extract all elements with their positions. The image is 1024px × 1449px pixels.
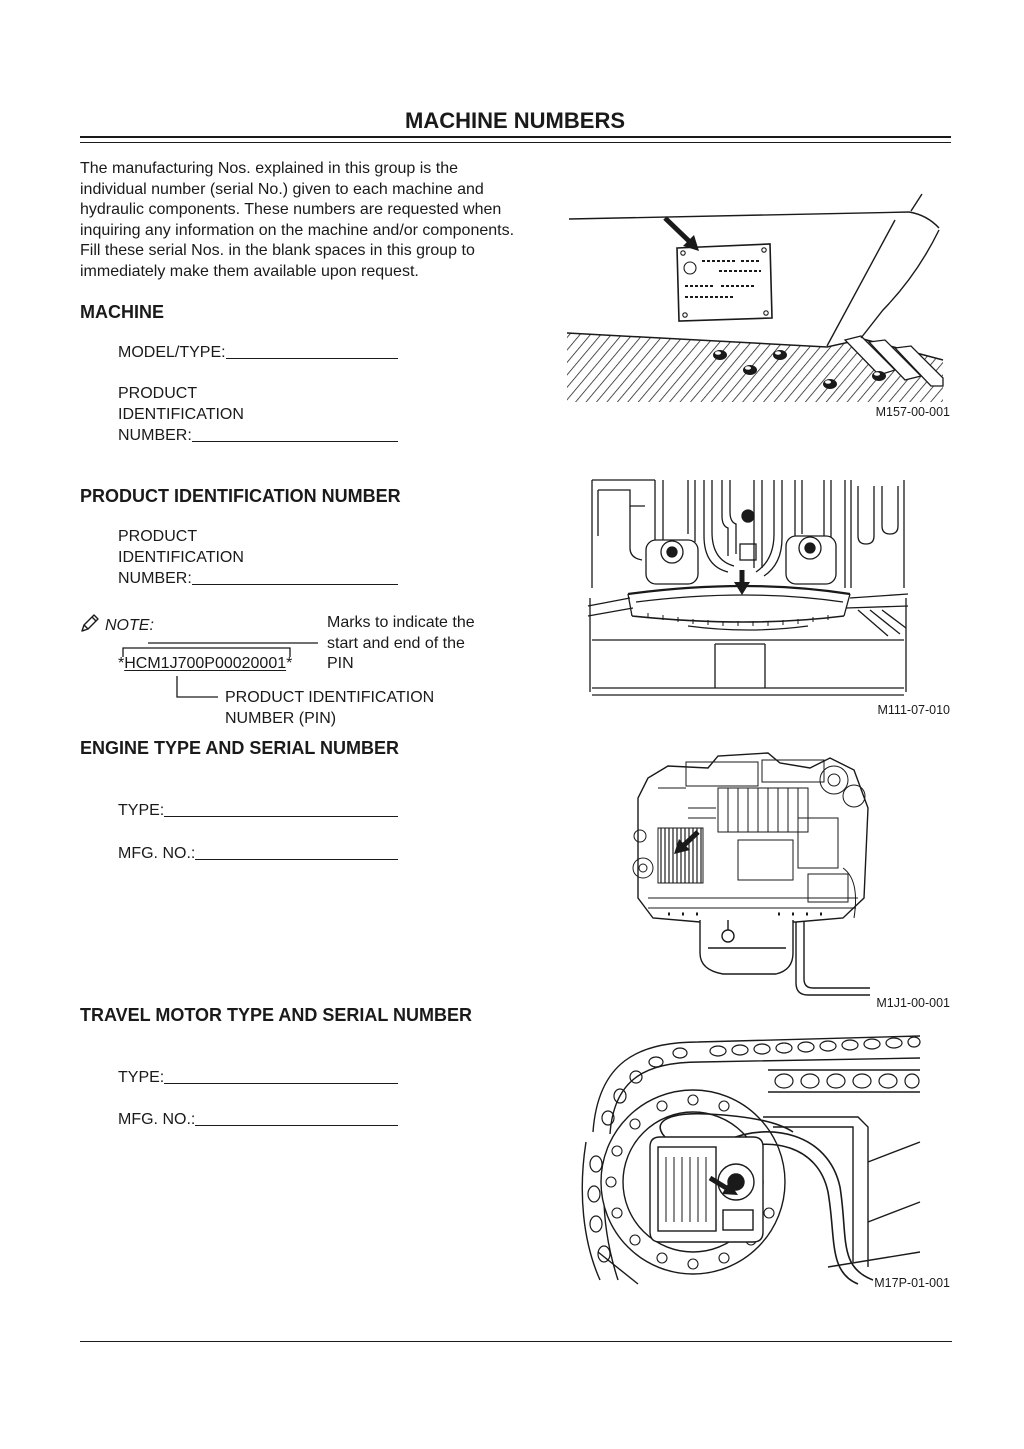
engine-mfg-blank — [195, 858, 398, 860]
engine-type-blank — [164, 815, 398, 817]
swing-bearing — [628, 586, 850, 630]
engine-mfg-label: MFG. NO.: — [118, 845, 196, 862]
travel-motor-mfg-label: MFG. NO.: — [118, 1111, 196, 1128]
pin-label-line: IDENTIFICATION — [118, 549, 244, 566]
note-label: NOTE: — [105, 617, 154, 634]
marks-text-line: PIN — [327, 655, 354, 672]
figure-caption: M1J1-00-001 — [876, 996, 950, 1010]
travel-motor-type-label: TYPE: — [118, 1069, 165, 1086]
pin-field — [118, 569, 398, 589]
travel-motor-heading: TRAVEL MOTOR TYPE AND SERIAL NUMBER — [80, 1005, 473, 1025]
figure-caption: M111-07-010 — [877, 703, 950, 717]
model-type-field — [118, 343, 398, 363]
data-plate — [677, 244, 772, 321]
oil-pan — [700, 920, 793, 974]
pencil-icon — [79, 612, 101, 634]
title-rule-thick — [80, 136, 951, 138]
machine-pin-field — [118, 426, 398, 446]
pin-example-number: HCM1J700P00020001 — [124, 655, 287, 672]
machine-pin-blank — [192, 440, 398, 442]
travel-motor-mfg-field — [118, 1110, 398, 1130]
pin-caption-line: NUMBER (PIN) — [225, 709, 337, 727]
machine-pin-label-line: IDENTIFICATION — [118, 406, 244, 423]
pin-number-label: NUMBER: — [118, 570, 192, 587]
intro-line: immediately make them available upon request. — [80, 262, 419, 280]
travel-motor-type-blank — [164, 1082, 398, 1084]
model-type-label: MODEL/TYPE: — [118, 344, 226, 361]
machine-heading: MACHINE — [80, 302, 164, 322]
figure-caption: M157-00-001 — [875, 405, 950, 419]
hydraulic-hoses — [704, 480, 782, 576]
swing-frame-figure — [588, 476, 908, 700]
pin-blank — [192, 583, 398, 585]
pin-caption-line: PRODUCT IDENTIFICATION — [225, 689, 435, 706]
engine-mfg-field — [118, 844, 398, 864]
travel-motor-type-field — [118, 1068, 398, 1088]
travel-motor-body — [650, 1137, 763, 1242]
intro-line: hydraulic components. These numbers are requested when — [80, 201, 502, 218]
engine-figure — [628, 748, 876, 998]
pointer-arrow-icon — [665, 218, 699, 251]
marks-text-line: start and end of the — [327, 634, 465, 652]
marks-text-line: Marks to indicate the — [327, 614, 475, 631]
machine-pin-label-line: PRODUCT — [118, 385, 198, 402]
machine-plate-figure — [565, 190, 945, 404]
pin-end-mark: * — [286, 655, 293, 672]
machine-pin-number-label: NUMBER: — [118, 427, 192, 444]
footer-rule — [80, 1341, 952, 1342]
pin-heading: PRODUCT IDENTIFICATION NUMBER — [80, 486, 401, 506]
title-rule-thin — [80, 142, 951, 143]
intro-line: inquiring any information on the machine and/or components. — [80, 221, 515, 239]
model-type-blank — [226, 357, 398, 359]
intro-line: Fill these serial Nos. in the blank spaces in this group to — [80, 242, 475, 259]
deck-floor — [567, 333, 943, 402]
pin-example — [118, 654, 292, 675]
intro-line: individual number (serial No.) given to each machine and — [80, 180, 484, 198]
intro-line: The manufacturing Nos. explained in this group is the — [80, 160, 458, 177]
pin-start-mark: * — [118, 655, 125, 672]
engine-type-field — [118, 801, 398, 821]
figure-caption: M17P-01-001 — [874, 1276, 950, 1290]
travel-motor-figure — [578, 1022, 923, 1284]
page-title: MACHINE NUMBERS — [405, 108, 625, 133]
travel-motor-mfg-blank — [195, 1124, 398, 1126]
engine-heading: ENGINE TYPE AND SERIAL NUMBER — [80, 738, 400, 758]
pointer-arrow-icon — [734, 570, 750, 595]
pin-label-line: PRODUCT — [118, 528, 198, 545]
engine-type-label: TYPE: — [118, 802, 165, 819]
